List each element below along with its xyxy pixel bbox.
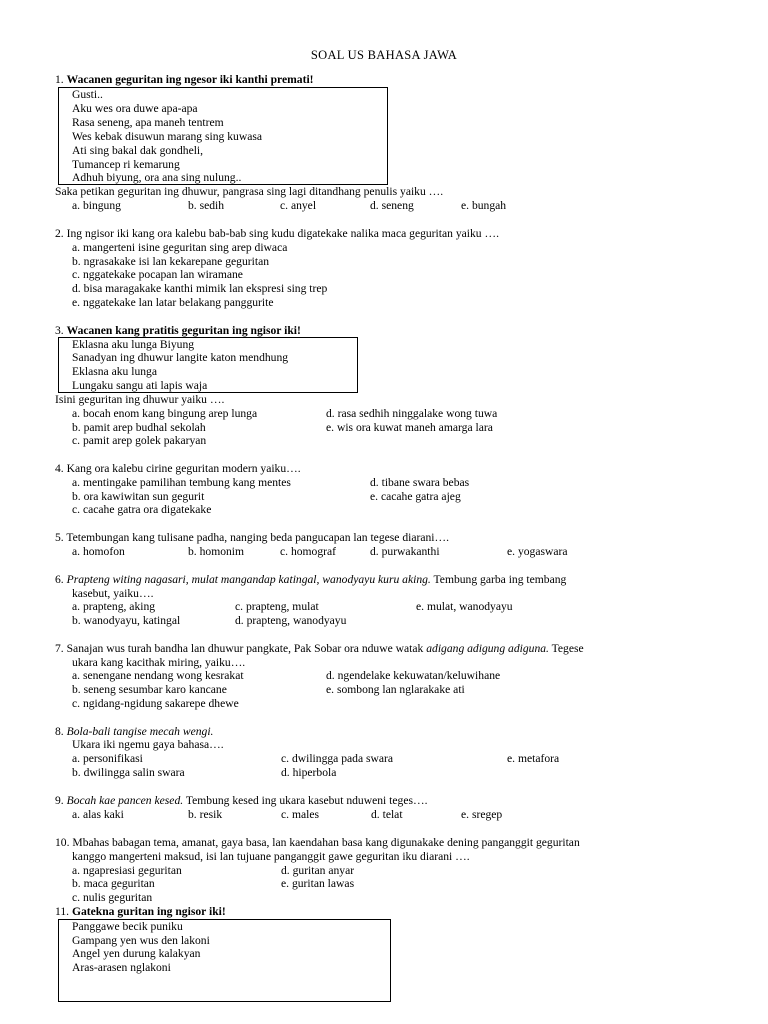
option-d: d. bisa maragakake kanthi mimik lan ekspresi sing trep (72, 282, 328, 295)
question-6-text-cont: kasebut, yaiku…. (72, 587, 154, 600)
option-b: b. resik (188, 808, 223, 821)
option-a: a. personifikasi (72, 752, 143, 765)
tembang-quote: Prapteng witing nagasari, mulat mangandap katingal, wanodyayu kuru aking. (66, 573, 431, 586)
option-a: a. ngapresiasi geguritan (72, 864, 182, 877)
question-3-instruction (55, 324, 301, 337)
question-8-text-cont: Ukara iki ngemu gaya bahasa…. (72, 738, 224, 751)
option-a: a. alas kaki (72, 808, 124, 821)
option-e: e. cacahe gatra ajeg (370, 490, 461, 503)
option-e: e. sregep (461, 808, 503, 821)
question-number: 6. (55, 573, 64, 586)
question-7-text (55, 642, 584, 655)
option-b: b. ngrasakake isi lan kekarepane geguritan (72, 255, 270, 268)
option-c: c. pamit arep golek pakaryan (72, 434, 207, 447)
poem-line: Gusti.. (72, 88, 103, 101)
option-b: b. pamit arep budhal sekolah (72, 421, 206, 434)
option-b: b. homonim (188, 545, 245, 558)
option-c: c. anyel (280, 199, 317, 212)
poem-line: Adhuh biyung, ora ana sing nulung.. (72, 171, 242, 184)
idiom-quote: adigang adigung adiguna. (426, 642, 549, 655)
option-a: a. mentingake pamilihan tembung kang mentes (72, 476, 291, 489)
question-1-instruction (55, 73, 314, 86)
option-b: b. wanodyayu, katingal (72, 614, 181, 627)
question-10-text: 10. Mbahas babagan tema, amanat, gaya basa, lan kaendahan basa kang digunakake dening panganggit geguritan (55, 836, 580, 849)
question-number: 11. (55, 905, 70, 918)
poem-line: Panggawe becik puniku (72, 920, 183, 933)
poem-line: Eklasna aku lunga (72, 365, 157, 378)
option-d: d. hiperbola (281, 766, 337, 779)
poem-line: Tumancep ri kemarung (72, 158, 180, 171)
question-2-text: 2. Ing ngisor iki kang ora kalebu bab-bab sing kudu digatekake nalika maca geguritan yaiku …. (55, 227, 499, 240)
option-a: a. mangerteni isine geguritan sing arep diwaca (72, 241, 288, 254)
question-11-instruction (55, 905, 226, 918)
option-c: c. prapteng, mulat (235, 600, 319, 613)
poem-line: Sanadyan ing dhuwur langite katon mendhung (72, 351, 289, 364)
option-a: a. senengane nendang wong kesrakat (72, 669, 244, 682)
option-b: b. dwilingga salin swara (72, 766, 185, 779)
option-a: a. homofon (72, 545, 125, 558)
option-d: d. purwakanthi (370, 545, 440, 558)
option-a: a. bocah enom kang bingung arep lunga (72, 407, 258, 420)
option-a: a. bingung (72, 199, 121, 212)
option-b: b. sedih (188, 199, 225, 212)
option-c: c. homograf (280, 545, 337, 558)
question-number: 9. (55, 794, 64, 807)
option-c: c. males (281, 808, 319, 821)
option-e: e. wis ora kuwat maneh amarga lara (326, 421, 493, 434)
instruction-text: Wacanen geguritan ing ngesor iki kanthi premati! (66, 73, 314, 86)
option-d: d. ngendelake kekuwatan/keluwihane (326, 669, 501, 682)
poem-line: Rasa seneng, apa maneh tentrem (72, 116, 224, 129)
poem-line: Angel yen durung kalakyan (72, 947, 201, 960)
question-6-text (55, 573, 566, 586)
option-a: a. prapteng, aking (72, 600, 156, 613)
option-c: c. ngidang-ngidung sakarepe dhewe (72, 697, 239, 710)
question-1-text: Saka petikan geguritan ing dhuwur, pangrasa sing lagi ditandhang penulis yaiku …. (55, 185, 444, 198)
question-10-text-cont: kanggo mangerteni maksud, isi lan tujuane panganggit gawe geguritan iku diarani …. (72, 850, 470, 863)
question-3-text: Isini geguritan ing dhuwur yaiku …. (55, 393, 225, 406)
option-c: c. nggatekake pocapan lan wiramane (72, 268, 243, 281)
question-text: 7. Sanajan wus turah bandha lan dhuwur pangkate, Pak Sobar ora nduwe watak (55, 642, 424, 655)
poem-line: Gampang yen wus den lakoni (72, 934, 210, 947)
instruction-text: Wacanen kang pratitis geguritan ing ngisor iki! (66, 324, 301, 337)
option-c: c. nulis geguritan (72, 891, 153, 904)
option-c: c. dwilingga pada swara (281, 752, 394, 765)
option-d: d. guritan anyar (281, 864, 355, 877)
sentence-quote: Bola-bali tangise mecah wengi. (66, 725, 214, 738)
option-b: b. seneng sesumbar karo kancane (72, 683, 227, 696)
option-d: d. telat (371, 808, 403, 821)
question-text: Tembung kesed ing ukara kasebut nduweni teges…. (185, 794, 428, 807)
option-b: b. ora kawiwitan sun gegurit (72, 490, 205, 503)
instruction-text: Gatekna guritan ing ngisor iki! (71, 905, 226, 918)
poem-line: Eklasna aku lunga Biyung (72, 338, 195, 351)
poem-line: Aras-arasen nglakoni (72, 961, 171, 974)
question-number: 1. (55, 73, 64, 86)
poem-line: Ati sing bakal dak gondheli, (72, 144, 204, 157)
question-text: Tembung garba ing tembang (433, 573, 567, 586)
question-7-text-cont: ukara kang kacithak miring, yaiku…. (72, 656, 246, 669)
option-e: e. nggatekake lan latar belakang panggurite (72, 296, 274, 309)
poem-line: Lungaku sangu ati lapis waja (72, 379, 208, 392)
option-c: c. cacahe gatra ora digatekake (72, 503, 212, 516)
option-e: e. mulat, wanodyayu (416, 600, 513, 613)
option-e: e. metafora (507, 752, 560, 765)
option-d: d. prapteng, wanodyayu (235, 614, 347, 627)
option-d: d. tibane swara bebas (370, 476, 470, 489)
poem-line: Aku wes ora duwe apa-apa (72, 102, 198, 115)
question-number: 3. (55, 324, 64, 337)
option-b: b. maca geguritan (72, 877, 155, 890)
poem-line: Wes kebak disuwun marang sing kuwasa (72, 130, 262, 143)
option-d: d. seneng (370, 199, 414, 212)
option-e: e. yogaswara (507, 545, 568, 558)
question-number: 8. (55, 725, 64, 738)
question-8-text (55, 725, 213, 738)
option-e: e. guritan lawas (281, 877, 355, 890)
question-5-text: 5. Tetembungan kang tulisane padha, nanging beda pangucapan lan tegese diarani…. (55, 531, 449, 544)
sentence-quote: Bocah kae pancen kesed. (66, 794, 184, 807)
option-e: e. bungah (461, 199, 507, 212)
page-title: SOAL US BAHASA JAWA (310, 48, 458, 62)
question-9-text (55, 794, 427, 807)
option-e: e. sombong lan nglarakake ati (326, 683, 465, 696)
question-text-end: Tegese (551, 642, 584, 655)
question-4-text: 4. Kang ora kalebu cirine geguritan modern yaiku…. (55, 462, 301, 475)
option-d: d. rasa sedhih ninggalake wong tuwa (326, 407, 498, 420)
